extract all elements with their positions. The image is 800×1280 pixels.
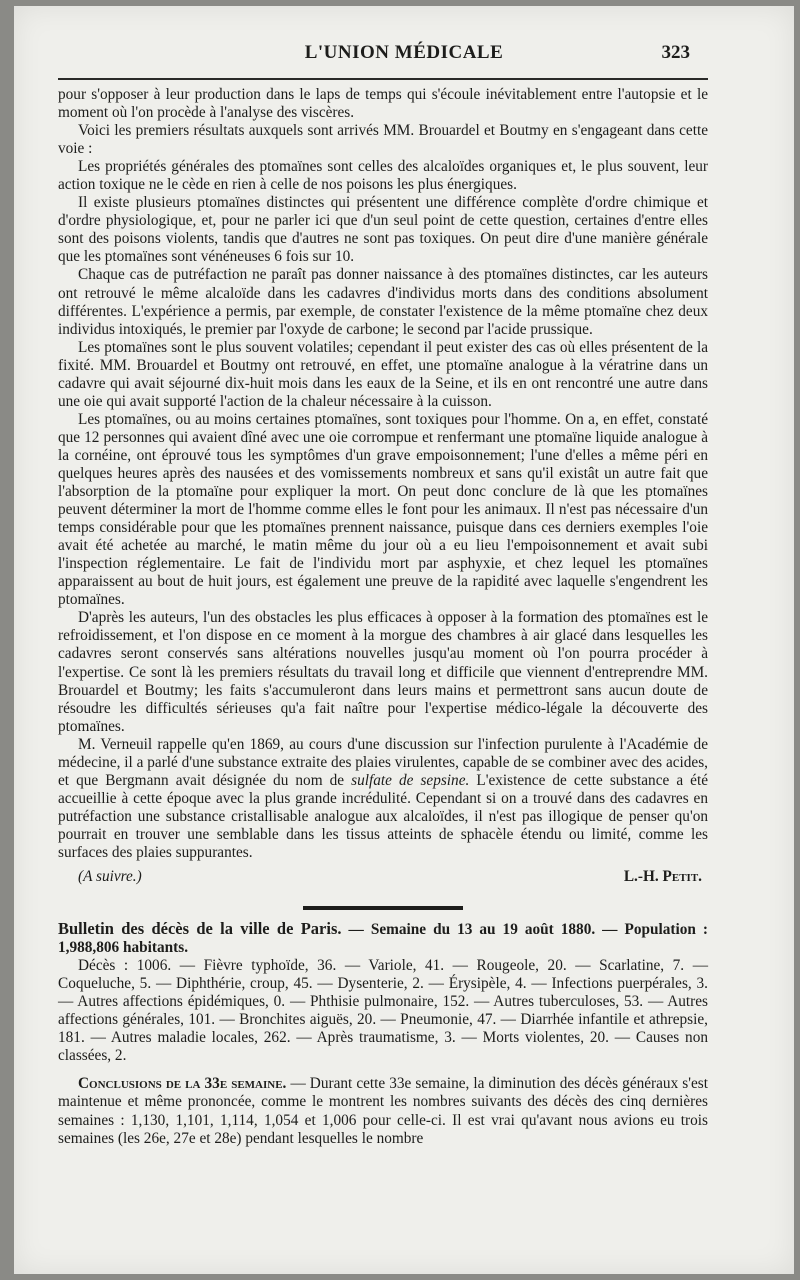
paragraph: Chaque cas de putréfaction ne paraît pas donner naissance à des ptomaïnes distinctes, car les auteurs ont retrouvé le même alcaloïde dans les cadavres d'individus morts dans des conditions absolument différentes. L'expérience a permis, par exemple, de constater l'existence de la même ptomaïne chez deux individus intoxiqués, le premier par l'oxyde de carbone; le second par l'acide prussique. [58, 266, 708, 338]
running-head: L'UNION MÉDICALE [304, 42, 504, 63]
paragraph: D'après les auteurs, l'un des obstacles les plus efficaces à opposer à la formation des ptomaïnes est le refroidissement, et l'on dispose en ce moment à la morgue des chambres à air glacé dans lesquelles les cadavres seront conservés sans altérations nouvelles jusqu'au moment où l'on pourra procéder à l'expertise. Ce sont là les premiers résultats du travail long et difficile que viennent d'entreprendre MM. Brouardel et Boutmy; les faits s'accumuleront dans leurs mains et permettront sans aucun doute de résoudre les difficultés sérieuses qu'a fait naître pour l'expertise médico-légale la découverte des ptomaïnes. [58, 609, 708, 735]
spacer [58, 1065, 708, 1075]
paragraph: pour s'opposer à leur production dans le laps de temps qui s'écoule inévitablement entre l'autopsie et le moment où l'on procède à l'analyse des viscères. [58, 86, 708, 122]
deaths-list: Décès : 1006. — Fièvre typhoïde, 36. — Variole, 41. — Rougeole, 20. — Scarlatine, 7. — Coqueluche, 5. — Diphthérie, croup, 45. — Dysenterie, 2. — Érysipèle, 4. — Infections puerpérales, 3. — Autres affections épidémiques, 0. — Phthisie pulmonaire, 152. — Autres tuberculoses, 53. — Autres affections générales, 101. — Bronchites aiguës, 20. — Pneumonie, 47. — Diarrhée infantile et athrepsie, 181. — Autres maladie locales, 262. — Après traumatisme, 3. — Morts violentes, 20. — Causes non classées, 2. [58, 957, 708, 1065]
conclusions-text: — Durant cette 33e semaine, la diminution des décès généraux s'est maintenue et même prononcée, comme le montrent les nombres suivants des décès des cinq dernières semaines : 1,130, 1,101, 1,114, 1,054 et 1,006 pour celle-ci. Il est vrai qu'avant nous avions eu trois semaines (les 26e, 27e et 28e) pendant lesquelles le nombre [58, 1075, 708, 1147]
page-number: 323 [661, 42, 690, 63]
paragraph [58, 736, 708, 862]
page [14, 6, 794, 1274]
section-separator [303, 906, 463, 910]
paragraph: Les ptomaïnes, ou au moins certaines ptomaïnes, sont toxiques pour l'homme. On a, en effet, constaté que 12 personnes qui avaient dîné avec une oie corrompue et renfermant une ptomaïne liquide analogue à la cornéine, ont éprouvé tous les symptômes d'un grave empoisonnement; l'une d'elles a même péri en quelques heures après des nausées et des vomissements nombreux et sans qu'il existât un autre fait que l'absorption de la ptomaïne pour expliquer la mort. On peut donc conclure de là que les ptomaïnes peuvent déterminer la mort de l'homme comme elles le font pour les animaux. Il n'est pas nécessaire d'un temps considérable pour que les ptomaïnes prennent naissance, puisque dans ces derniers exemples l'oie avait été achetée au marché, le matin même du jour où a eu lieu l'empoisonnement et avait subi l'inspection réglementaire. Le fait de l'individu mort par asphyxie, et chez lequel les ptomaïnes apparaissent au bout de huit jours, est également une preuve de la rapidité avec laquelle s'engendrent les ptomaïnes. [58, 410, 708, 609]
conclusions-label: Conclusions de la 33e semaine. [78, 1075, 287, 1093]
page-header [14, 42, 794, 70]
continuation-note: (A suivre.) [78, 868, 142, 886]
paragraph: Voici les premiers résultats auxquels sont arrivés MM. Brouardel et Boutmy en s'engageant dans cette voie : [58, 122, 708, 158]
paragraph-text: M. Verneuil rappelle qu'en 1869, au cours d'une discussion sur l'infection purulente à l'Académie de médecine, il a parlé d'une substance extraite des plaies virulentes, capable de se combiner avec des acides, et que Bergmann avait désignée du nom de [58, 735, 708, 789]
author-signature: L.-H. Petit. [623, 868, 702, 886]
italic-term: sulfate de sepsine. [351, 771, 470, 789]
bulletin-title: Bulletin des décès de la ville de Paris. [58, 919, 342, 939]
paragraph: Les propriétés générales des ptomaïnes sont celles des alcaloïdes organiques et, le plus souvent, leur action toxique ne le cède en rien à celle de nos poisons les plus énergiques. [58, 158, 708, 194]
paragraph-text: L'existence de cette substance a été accueillie à cette époque avec la plus grande incrédulité. Cependant si on a trouvé dans des cadavres en putréfaction une substance cristallisable analogue aux alcaloïdes, il n'est pas illogique de penser qu'on pourrait en trouver une semblable dans les tissus atteints de sphacèle étendu ou limité, comme les surfaces des plaies suppurantes. [58, 771, 708, 861]
header-rule [58, 78, 708, 80]
conclusions-paragraph [58, 1075, 708, 1147]
bulletin-intro: — Semaine du 13 au 19 août 1880. — Population : 1,988,806 habitants. [58, 921, 708, 957]
body-text [58, 86, 708, 1148]
bulletin-heading [58, 920, 708, 957]
signature-line [58, 868, 708, 886]
paragraph: Il existe plusieurs ptomaïnes distinctes qui présentent une différence complète d'ordre chimique et d'ordre physiologique, et, pour ne parler ici que d'un seul point de cette question, certaines d'entre elles sont des poisons violents, tandis que d'autres ne sont pas toxiques. On peut dire d'une manière générale que les ptomaïnes sont vénéneuses 6 fois sur 10. [58, 194, 708, 266]
paragraph: Les ptomaïnes sont le plus souvent volatiles; cependant il peut exister des cas où elles présentent de la fixité. MM. Brouardel et Boutmy ont retrouvé, en effet, une ptomaïne analogue à la vératrine dans un cadavre qui avait séjourné dix-huit mois dans les eaux de la Seine, et ils en ont rencontré une autre dans une oie qui avait supporté l'action de la chaleur nécessaire à la cuisson. [58, 338, 708, 410]
